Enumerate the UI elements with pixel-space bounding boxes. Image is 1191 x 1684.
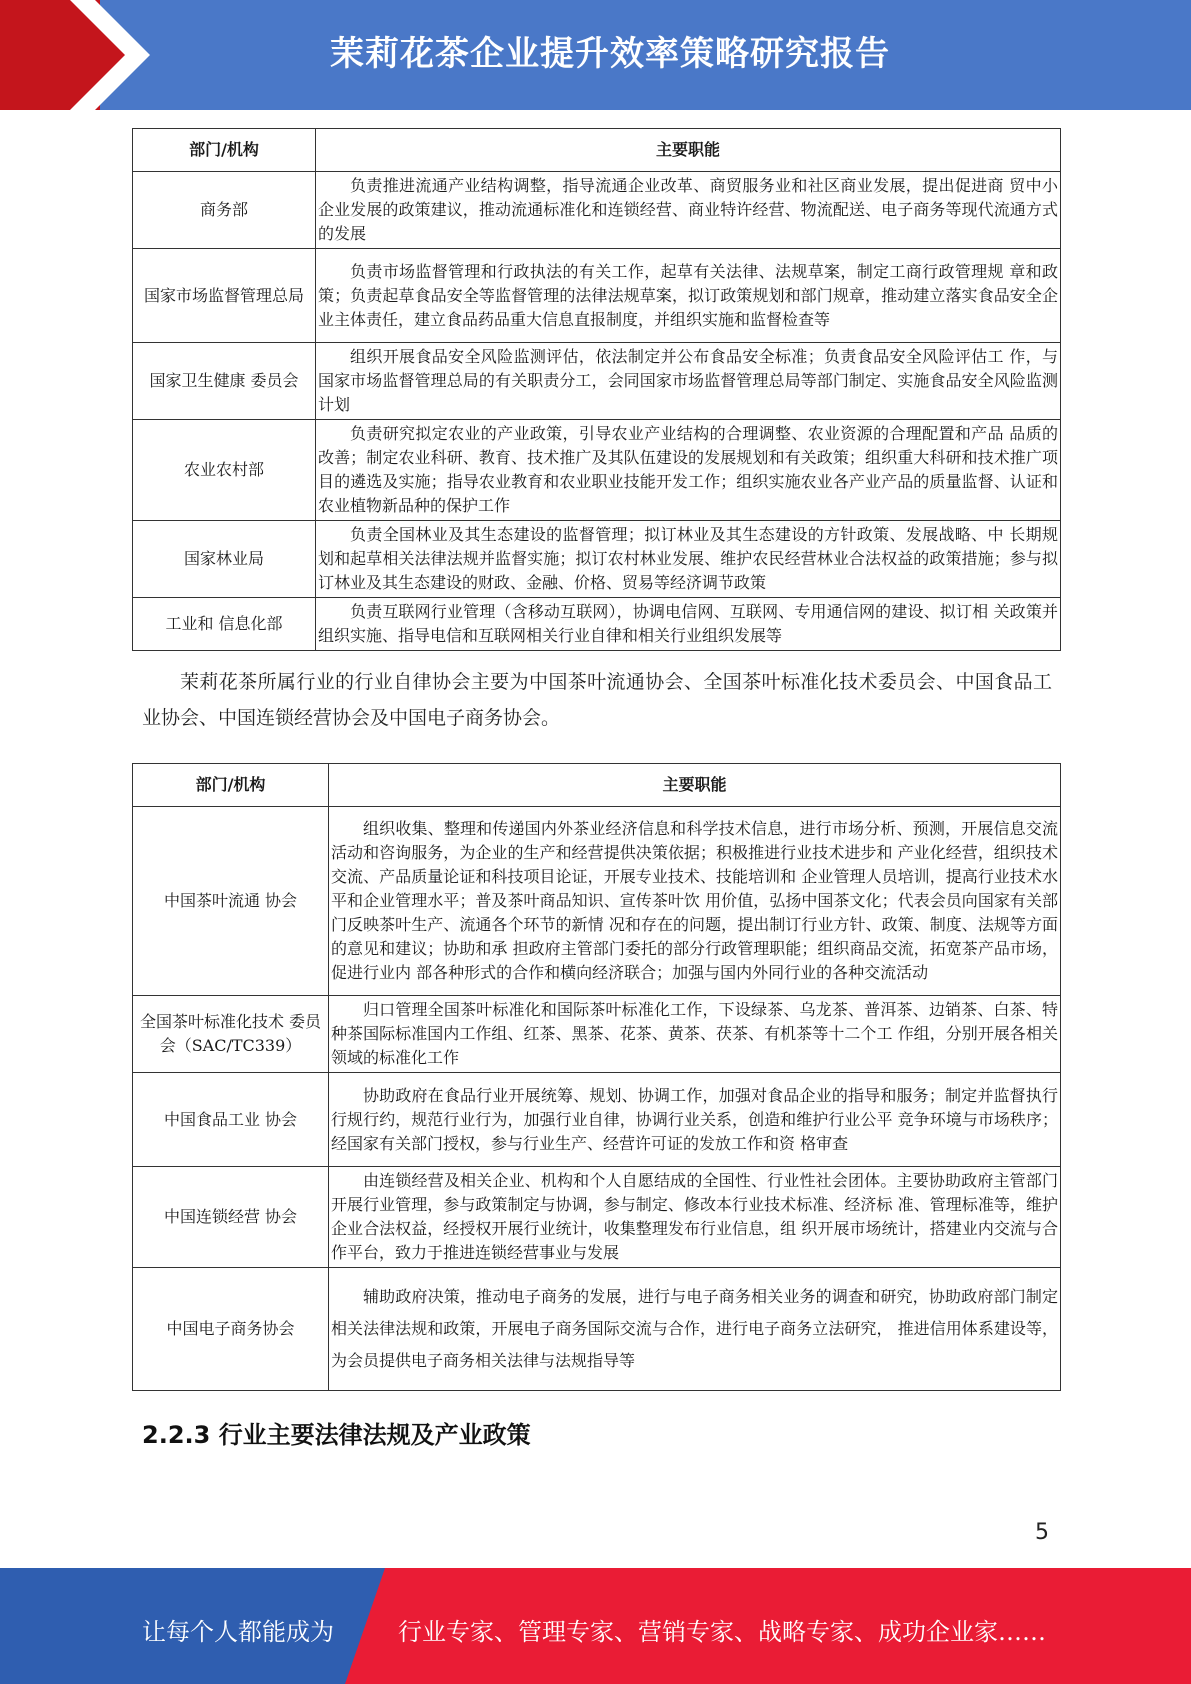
table-row bbox=[133, 807, 1061, 996]
footer-slogan-right: 行业专家、管理专家、营销专家、战略专家、成功企业家…… bbox=[398, 1618, 1046, 1646]
report-title: 茉莉花茶企业提升效率策略研究报告 bbox=[330, 34, 890, 74]
table-row bbox=[133, 521, 1061, 598]
table-header-row bbox=[133, 129, 1061, 172]
department-name: 商务部 bbox=[133, 172, 316, 249]
footer-slogan-left: 让每个人都能成为 bbox=[142, 1618, 334, 1646]
association-functions: 协助政府在食品行业开展统筹、规划、协调工作，加强对食品企业的指导和服务；制定并监督执行行规行约，规范行业行为，加强行业自律，协调行业关系，创造和维护行业公平 竞争环境与市场秩序；经国家有关部门授权，参与行业生产、经营许可证的发放工作和资 格审查 bbox=[329, 1073, 1061, 1167]
industry-associations-table bbox=[132, 763, 1061, 1391]
department-functions: 负责全国林业及其生态建设的监督管理；拟订林业及其生态建设的方针政策、发展战略、中 长期规划和起草相关法律法规并监督实施；拟订农村林业发展、维护农民经营林业合法权益的政策措施；参与拟订林业及其生态建设的财政、金融、价格、贸易等经济调节政策 bbox=[316, 521, 1061, 598]
column-header-department: 部门/机构 bbox=[133, 764, 329, 807]
department-functions: 负责市场监督管理和行政执法的有关工作，起草有关法律、法规草案，制定工商行政管理规 章和政策；负责起草食品安全等监督管理的法律法规草案，拟订政策规划和部门规章，推动建立落实食品安全企业主体责任，建立食品药品重大信息直报制度，并组织实施和监督检查等 bbox=[316, 249, 1061, 343]
page-footer bbox=[0, 1568, 1191, 1684]
page-number: 5 bbox=[1035, 1520, 1049, 1545]
table-row bbox=[133, 1268, 1061, 1391]
section-heading: 2.2.3 行业主要法律法规及产业政策 bbox=[142, 1421, 531, 1449]
department-name: 农业农村部 bbox=[133, 420, 316, 521]
department-name: 工业和 信息化部 bbox=[133, 598, 316, 651]
table-row bbox=[133, 172, 1061, 249]
column-header-functions: 主要职能 bbox=[329, 764, 1061, 807]
column-header-functions: 主要职能 bbox=[316, 129, 1061, 172]
association-name: 中国电子商务协会 bbox=[133, 1268, 329, 1391]
association-name: 中国连锁经营 协会 bbox=[133, 1167, 329, 1268]
association-functions: 由连锁经营及相关企业、机构和个人自愿结成的全国性、行业性社会团体。主要协助政府主管部门开展行业管理，参与政策制定与协调，参与制定、修改本行业技术标准、经济标 准、管理标准等，维护企业合法权益，经授权开展行业统计，收集整理发布行业信息，组 织开展市场统计，搭建业内交流与合作平台，致力于推进连锁经营事业与发展 bbox=[329, 1167, 1061, 1268]
table-header-row bbox=[133, 764, 1061, 807]
department-functions: 负责互联网行业管理（含移动互联网），协调电信网、互联网、专用通信网的建设、拟订相 关政策并组织实施、指导电信和互联网相关行业自律和相关行业组织发展等 bbox=[316, 598, 1061, 651]
association-name: 中国茶叶流通 协会 bbox=[133, 807, 329, 996]
table-row bbox=[133, 420, 1061, 521]
department-name: 国家卫生健康 委员会 bbox=[133, 343, 316, 420]
table-row bbox=[133, 598, 1061, 651]
association-functions: 组织收集、整理和传递国内外茶业经济信息和科学技术信息，进行市场分析、预测，开展信息交流活动和咨询服务，为企业的生产和经营提供决策依据；积极推进行业技术进步和 产业化经营，组织技术交流、产品质量论证和科技项目论证，开展专业技术、技能培训和 企业管理人员培训，提高行业技术水平和企业管理水平；普及茶叶商品知识、宣传茶叶饮 用价值，弘扬中国茶文化；代表会员向国家有关部门反映茶叶生产、流通各个环节的新情 况和存在的问题，提出制订行业方针、政策、制度、法规等方面的意见和建议；协助和承 担政府主管部门委托的部分行政管理职能；组织商品交流，拓宽茶产品市场，促进行业内 部各种形式的合作和横向经济联合；加强与国内外同行业的各种交流活动 bbox=[329, 807, 1061, 996]
department-functions: 负责研究拟定农业的产业政策，引导农业产业结构的合理调整、农业资源的合理配置和产品 品质的改善；制定农业科研、教育、技术推广及其队伍建设的发展规划和有关政策；组织重大科研和技术推广项目的遴选及实施；指导农业教育和农业职业技能开发工作；组织实施农业各产业产品的质量监督、认证和农业植物新品种的保护工作 bbox=[316, 420, 1061, 521]
department-name: 国家林业局 bbox=[133, 521, 316, 598]
department-functions: 组织开展食品安全风险监测评估，依法制定并公布食品安全标准；负责食品安全风险评估工 作，与国家市场监督管理总局的有关职责分工，会同国家市场监督管理总局等部门制定、实施食品安全风险监测计划 bbox=[316, 343, 1061, 420]
table-row bbox=[133, 1073, 1061, 1167]
association-functions: 归口管理全国茶叶标准化和国际茶叶标准化工作，下设绿茶、乌龙茶、普洱茶、边销茶、白茶、特种茶国际标准国内工作组、红茶、黑茶、花茶、黄茶、茯茶、有机茶等十二个工 作组，分别开展各相关领域的标准化工作 bbox=[329, 996, 1061, 1073]
department-functions: 负责推进流通产业结构调整，指导流通企业改革、商贸服务业和社区商业发展，提出促进商 贸中小企业发展的政策建议，推动流通标准化和连锁经营、商业特许经营、物流配送、电子商务等现代流通方式的发展 bbox=[316, 172, 1061, 249]
association-functions: 辅助政府决策，推动电子商务的发展，进行与电子商务相关业务的调查和研究，协助政府部门制定相关法律法规和政策，开展电子商务国际交流与合作，进行电子商务立法研究， 推进信用体系建设等，为会员提供电子商务相关法律与法规指导等 bbox=[329, 1268, 1061, 1391]
header-arrow-icon bbox=[0, 0, 160, 110]
government-departments-table bbox=[132, 128, 1061, 651]
table-row bbox=[133, 996, 1061, 1073]
table-row bbox=[133, 249, 1061, 343]
column-header-department: 部门/机构 bbox=[133, 129, 316, 172]
table-row bbox=[133, 1167, 1061, 1268]
association-name: 全国茶叶标准化技术 委员会（SAC/TC339） bbox=[133, 996, 329, 1073]
page-header bbox=[0, 0, 1191, 110]
association-name: 中国食品工业 协会 bbox=[133, 1073, 329, 1167]
table-row bbox=[133, 343, 1061, 420]
department-name: 国家市场监督管理总局 bbox=[133, 249, 316, 343]
associations-intro-paragraph: 茉莉花茶所属行业的行业自律协会主要为中国茶叶流通协会、全国茶叶标准化技术委员会、中国食品工业协会、中国连锁经营协会及中国电子商务协会。 bbox=[142, 671, 1052, 729]
